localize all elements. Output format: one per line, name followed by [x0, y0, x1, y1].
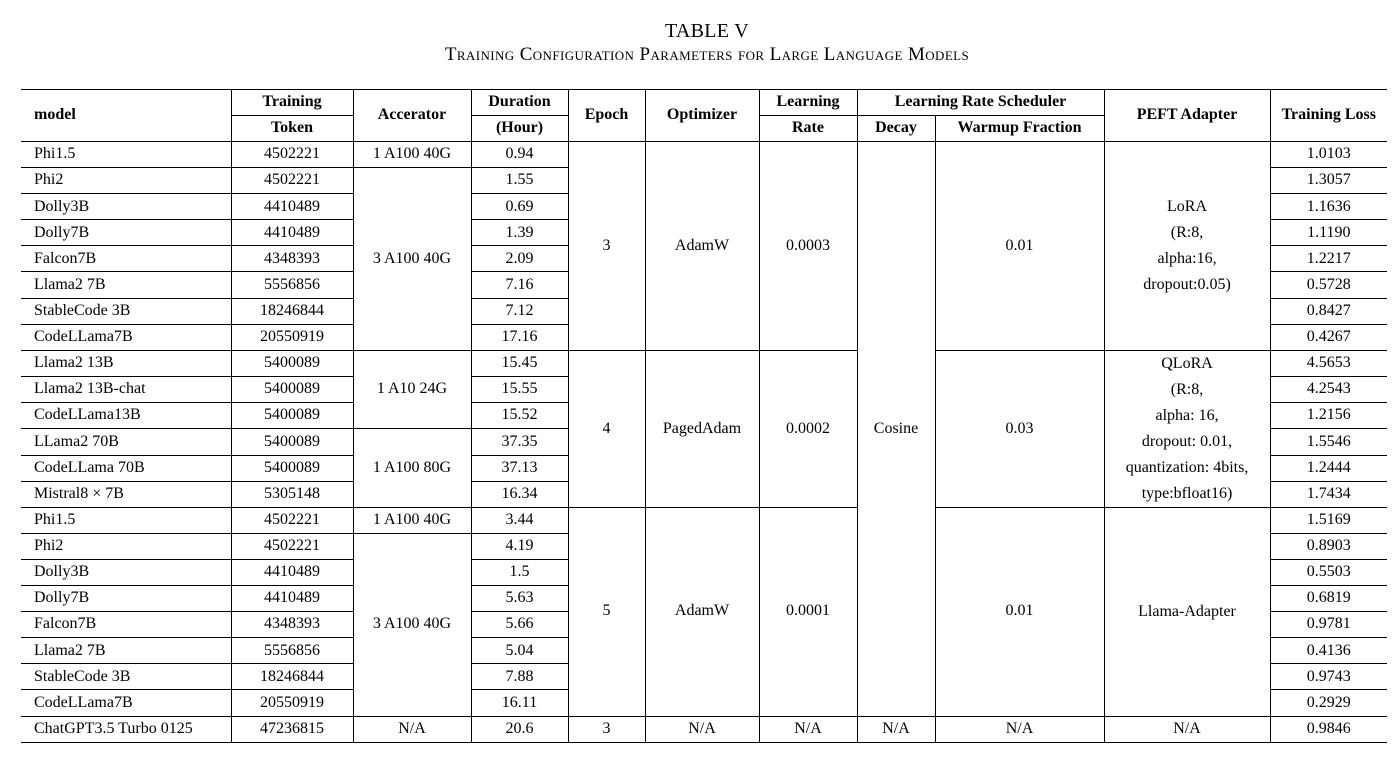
cell-training-token: 20550919 — [231, 690, 353, 716]
cell-training-token: 4410489 — [231, 194, 353, 220]
cell-duration: 20.6 — [471, 716, 568, 742]
cell-training-loss: 1.5546 — [1270, 429, 1387, 456]
cell-model: CodeLLama13B — [21, 402, 231, 428]
table-header — [21, 90, 1387, 142]
cell-training-loss: 0.9846 — [1270, 716, 1387, 742]
cell-learning-rate: 0.0001 — [759, 507, 857, 716]
cell-model: Llama2 7B — [21, 638, 231, 664]
cell-training-loss: 0.2929 — [1270, 690, 1387, 716]
cell-accelerator: 3 A100 40G — [353, 533, 471, 716]
peft-line: (R:8, — [1170, 223, 1204, 241]
cell-model: Falcon7B — [21, 612, 231, 638]
cell-duration: 17.16 — [471, 324, 568, 350]
header-optimizer: Optimizer — [645, 90, 759, 142]
cell-warmup-fraction: N/A — [935, 716, 1104, 742]
cell-training-token: 5400089 — [231, 402, 353, 428]
cell-training-loss: 0.5728 — [1270, 272, 1387, 298]
cell-warmup-fraction: 0.01 — [935, 507, 1104, 716]
cell-training-token: 5400089 — [231, 350, 353, 376]
cell-training-token: 4502221 — [231, 142, 353, 168]
table-title: Training Configuration Parameters for Large Language Models — [444, 44, 970, 65]
header-duration-unit: (Hour) — [471, 116, 568, 142]
cell-accelerator: 1 A10 24G — [353, 350, 471, 428]
cell-model: LLama2 70B — [21, 429, 231, 456]
table-body — [21, 142, 1387, 743]
table-row-chatgpt — [21, 716, 1387, 742]
table-row — [21, 507, 1387, 533]
cell-optimizer: AdamW — [645, 142, 759, 351]
cell-training-loss: 1.2217 — [1270, 246, 1387, 272]
cell-model: CodeLLama 70B — [21, 455, 231, 481]
cell-learning-rate: N/A — [759, 716, 857, 742]
cell-training-loss: 1.3057 — [1270, 168, 1387, 194]
header-training-token: Training — [231, 90, 353, 116]
cell-optimizer: N/A — [645, 716, 759, 742]
cell-training-token: 4348393 — [231, 246, 353, 272]
cell-model: Phi2 — [21, 533, 231, 559]
peft-line: LoRA — [1167, 197, 1208, 215]
cell-optimizer: AdamW — [645, 507, 759, 716]
cell-model: StableCode 3B — [21, 298, 231, 324]
cell-training-loss: 0.8427 — [1270, 298, 1387, 324]
cell-duration: 5.66 — [471, 612, 568, 638]
cell-accelerator: 1 A100 40G — [353, 142, 471, 168]
cell-training-loss: 0.4136 — [1270, 638, 1387, 664]
cell-training-loss: 1.7434 — [1270, 481, 1387, 507]
cell-training-loss: 1.1190 — [1270, 220, 1387, 246]
header-learning-rate: Learning — [759, 90, 857, 116]
header-epoch: Epoch — [568, 90, 645, 142]
cell-accelerator: 1 A100 80G — [353, 429, 471, 508]
cell-training-token: 18246844 — [231, 298, 353, 324]
cell-model: Phi1.5 — [21, 507, 231, 533]
cell-accelerator: 1 A100 40G — [353, 507, 471, 533]
cell-duration: 16.11 — [471, 690, 568, 716]
cell-training-token: 5556856 — [231, 638, 353, 664]
cell-training-loss: 0.8903 — [1270, 533, 1387, 559]
cell-training-token: 4410489 — [231, 586, 353, 612]
cell-peft-adapter — [1104, 507, 1270, 716]
peft-line: alpha: 16, — [1155, 406, 1219, 424]
cell-duration: 7.16 — [471, 272, 568, 298]
cell-learning-rate: 0.0003 — [759, 142, 857, 351]
cell-training-loss: 1.1636 — [1270, 194, 1387, 220]
cell-training-token: 4502221 — [231, 507, 353, 533]
cell-duration: 15.52 — [471, 402, 568, 428]
header-accelerator: Accerator — [353, 90, 471, 142]
cell-duration: 5.63 — [471, 586, 568, 612]
cell-training-loss: 4.5653 — [1270, 350, 1387, 376]
cell-training-loss: 4.2543 — [1270, 376, 1387, 402]
cell-duration: 15.45 — [471, 350, 568, 376]
cell-epoch: 3 — [568, 142, 645, 351]
cell-training-loss: 0.4267 — [1270, 324, 1387, 350]
cell-duration: 15.55 — [471, 376, 568, 402]
cell-training-token: 5400089 — [231, 429, 353, 456]
cell-duration: 1.5 — [471, 559, 568, 585]
peft-line: quantization: 4bits, — [1125, 458, 1249, 476]
cell-training-token: 18246844 — [231, 664, 353, 690]
cell-model: Llama2 13B-chat — [21, 376, 231, 402]
cell-decay: N/A — [857, 716, 935, 742]
cell-training-token: 4502221 — [231, 533, 353, 559]
cell-training-token: 4348393 — [231, 612, 353, 638]
cell-accelerator: 3 A100 40G — [353, 168, 471, 351]
cell-training-loss: 1.0103 — [1270, 142, 1387, 168]
cell-model: Dolly7B — [21, 220, 231, 246]
cell-learning-rate: 0.0002 — [759, 350, 857, 507]
cell-training-loss: 0.6819 — [1270, 586, 1387, 612]
cell-model: StableCode 3B — [21, 664, 231, 690]
table-label: TABLE V — [664, 20, 749, 42]
header-model: model — [21, 90, 231, 142]
cell-model: Dolly3B — [21, 194, 231, 220]
table-container — [21, 89, 1387, 743]
cell-model: Llama2 13B — [21, 350, 231, 376]
cell-duration: 7.12 — [471, 298, 568, 324]
cell-duration: 0.94 — [471, 142, 568, 168]
header-decay: Decay — [857, 116, 935, 142]
cell-training-loss: 1.2156 — [1270, 402, 1387, 428]
peft-line: alpha:16, — [1157, 249, 1217, 267]
cell-duration: 16.34 — [471, 481, 568, 507]
cell-duration: 2.09 — [471, 246, 568, 272]
peft-line: QLoRA — [1161, 354, 1213, 372]
cell-model: CodeLLama7B — [21, 690, 231, 716]
cell-epoch: 5 — [568, 507, 645, 716]
cell-training-loss: 0.5503 — [1270, 559, 1387, 585]
cell-training-loss: 0.9781 — [1270, 612, 1387, 638]
cell-duration: 4.19 — [471, 533, 568, 559]
cell-warmup-fraction: 0.01 — [935, 142, 1104, 351]
cell-warmup-fraction: 0.03 — [935, 350, 1104, 507]
peft-line: type:bfloat16) — [1141, 484, 1233, 502]
cell-training-loss: 1.5169 — [1270, 507, 1387, 533]
cell-duration: 3.44 — [471, 507, 568, 533]
cell-model: Dolly7B — [21, 586, 231, 612]
cell-model: Falcon7B — [21, 246, 231, 272]
peft-line: Llama-Adapter — [1138, 602, 1236, 620]
header-peft-adapter: PEFT Adapter — [1104, 90, 1270, 142]
header-training-loss: Training Loss — [1270, 90, 1387, 142]
cell-model: Phi2 — [21, 168, 231, 194]
cell-training-token: 20550919 — [231, 324, 353, 350]
cell-model: Dolly3B — [21, 559, 231, 585]
cell-training-token: 5400089 — [231, 376, 353, 402]
cell-model: ChatGPT3.5 Turbo 0125 — [21, 716, 231, 742]
header-lr-scheduler: Learning Rate Scheduler — [857, 90, 1104, 116]
header-duration: Duration — [471, 90, 568, 116]
table-row — [21, 350, 1387, 376]
cell-duration: 0.69 — [471, 194, 568, 220]
cell-model: Phi1.5 — [21, 142, 231, 168]
cell-training-loss: 0.9743 — [1270, 664, 1387, 690]
cell-training-token: 5305148 — [231, 481, 353, 507]
cell-epoch: 3 — [568, 716, 645, 742]
cell-duration: 1.55 — [471, 168, 568, 194]
cell-model: CodeLLama7B — [21, 324, 231, 350]
header-warmup-fraction: Warmup Fraction — [935, 116, 1104, 142]
cell-peft-adapter — [1104, 142, 1270, 351]
cell-training-token: 5400089 — [231, 455, 353, 481]
header-learning-rate-2: Rate — [759, 116, 857, 142]
cell-decay: Cosine — [857, 142, 935, 717]
header-training-token-2: Token — [231, 116, 353, 142]
cell-peft-adapter: N/A — [1104, 716, 1270, 742]
cell-training-token: 47236815 — [231, 716, 353, 742]
cell-duration: 37.35 — [471, 429, 568, 456]
cell-duration: 37.13 — [471, 455, 568, 481]
cell-epoch: 4 — [568, 350, 645, 507]
cell-duration: 7.88 — [471, 664, 568, 690]
cell-model: Mistral8 × 7B — [21, 481, 231, 507]
cell-accelerator: N/A — [353, 716, 471, 742]
training-config-table — [21, 89, 1387, 743]
cell-optimizer: PagedAdam — [645, 350, 759, 507]
peft-line: dropout: 0.01, — [1141, 432, 1233, 450]
cell-peft-adapter — [1104, 350, 1270, 507]
cell-training-token: 4502221 — [231, 168, 353, 194]
table-row — [21, 142, 1387, 168]
cell-duration: 5.04 — [471, 638, 568, 664]
cell-model: Llama2 7B — [21, 272, 231, 298]
cell-duration: 1.39 — [471, 220, 568, 246]
cell-training-token: 5556856 — [231, 272, 353, 298]
cell-training-token: 4410489 — [231, 220, 353, 246]
cell-training-loss: 1.2444 — [1270, 455, 1387, 481]
cell-training-token: 4410489 — [231, 559, 353, 585]
peft-line: (R:8, — [1170, 380, 1204, 398]
peft-line: dropout:0.05) — [1143, 275, 1231, 293]
